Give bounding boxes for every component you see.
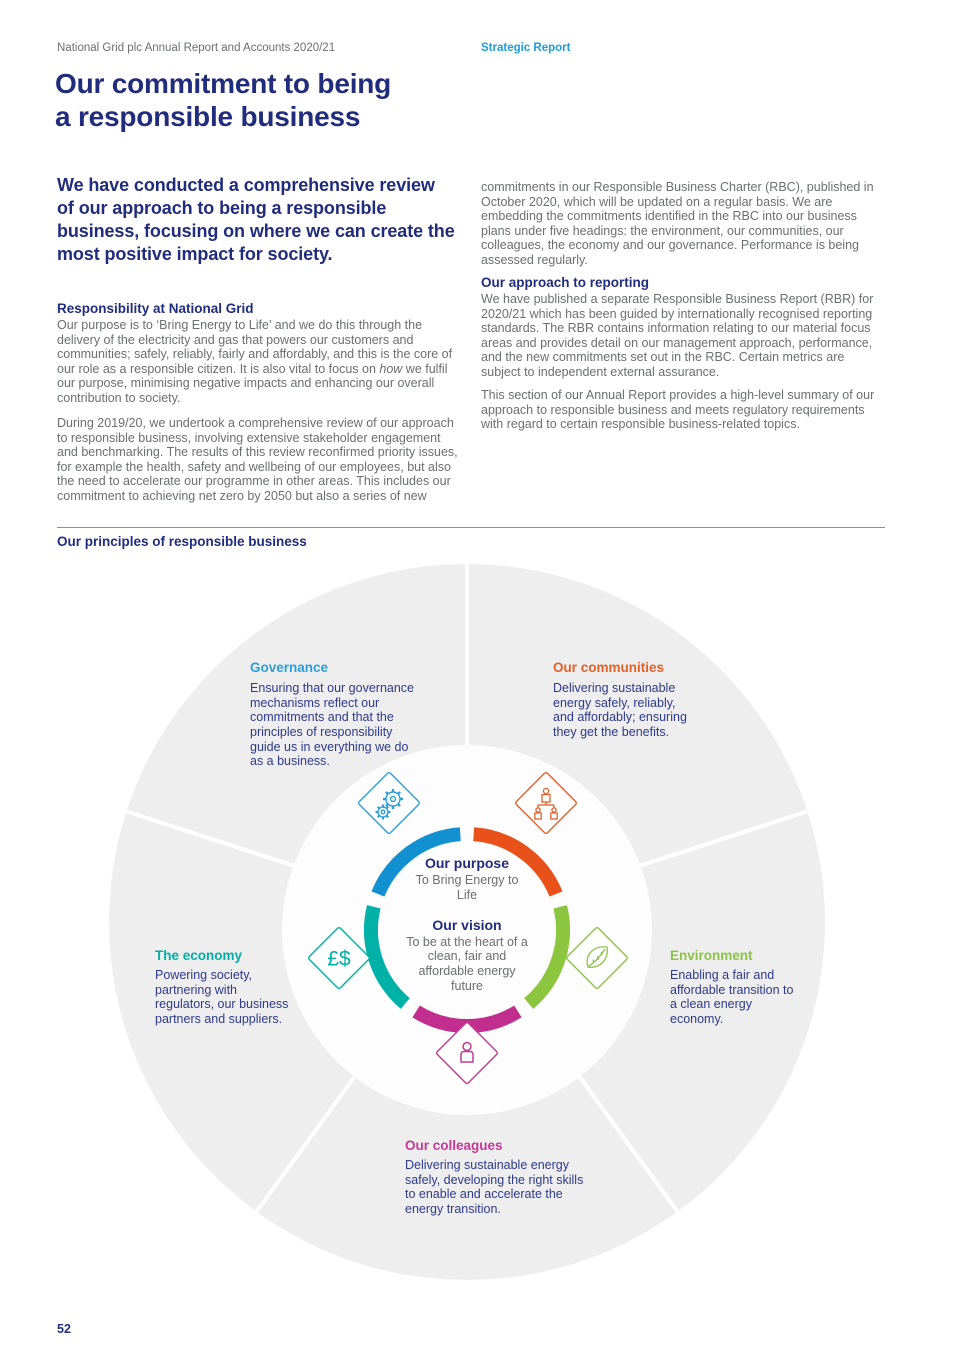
reporting-paragraph-1: We have published a separate Responsible Business Report (RBR) for 2020/21 which has been guided by internationally recognised reporting standards. The RBR contains information relating to our material focus areas and provides detail on our management approach, performance, and the new commitments set out in the RBC. Certain metrics are subject to independent external assurance.: [481, 292, 874, 379]
section-label: Strategic Report: [481, 42, 571, 54]
intro-statement: We have conducted a comprehensive review of our approach to being a responsible business, focusing on where we can create the most positive impact for society.: [57, 175, 455, 264]
para1-italic: how: [379, 361, 403, 376]
segment-label-communities: Our communities: [553, 660, 665, 675]
purpose-label: Our purpose: [424, 855, 509, 871]
para1-post: we fulfil our purpose, minimising negative impacts and enhancing our overall contribution to society.: [57, 361, 448, 405]
segment-label-colleagues: Our colleagues: [405, 1138, 503, 1153]
page-number: 52: [57, 1322, 71, 1336]
purpose-text: To Bring Energy to Life: [415, 873, 519, 902]
ring-center-text: [387, 855, 547, 994]
segment-text-colleagues: Delivering sustainable energy safely, developing the right skills to enable and accelerate the energy transition.: [405, 1158, 584, 1216]
segment-label-governance: Governance: [250, 660, 329, 675]
reporting-paragraph-2: This section of our Annual Report provides a high-level summary of our approach to responsible business and meets regulatory requirements with regard to certain responsible business-related topics.: [481, 388, 875, 431]
currency-icon-text: £$: [327, 947, 351, 971]
report-title: National Grid plc Annual Report and Accounts 2020/21: [57, 42, 336, 54]
segment-text-economy: Powering society, partnering with regulators, our business partners and suppliers.: [155, 968, 289, 1026]
vision-text: To be at the heart of a clean, fair and affordable energy future: [406, 934, 528, 993]
page-title: [55, 68, 391, 134]
vision-label: Our vision: [432, 916, 502, 933]
segment-label-economy: The economy: [155, 948, 243, 963]
page-title-line1: Our commitment to being: [55, 68, 392, 99]
segment-text-governance: Ensuring that our governance mechanisms reflect our commitments and that the principles of responsibility guide us in everything we do as a business.: [250, 681, 414, 769]
principles-diagram: [0, 560, 965, 1290]
section-divider: [57, 527, 885, 528]
responsibility-heading: Responsibility at National Grid: [57, 301, 254, 316]
responsibility-paragraph-1: [57, 318, 461, 405]
page-title-line2: a responsible business: [55, 100, 361, 132]
segment-text-environment: Enabling a fair and affordable transition to a clean energy economy.: [670, 968, 794, 1026]
segment-label-environment: Environment: [670, 948, 753, 963]
responsibility-paragraph-2: During 2019/20, we undertook a comprehensive review of our approach to responsible business, involving extensive stakeholder engagement and benchmarking. The results of this review reconfirmed priority issues, for example the health, safety and wellbeing of our employees, but also the need to accelerate our programme in other areas. This includes our commitment to achieving net zero by 2050 but also a series of new: [57, 416, 458, 503]
segment-text-communities: Delivering sustainable energy safely, reliably, and affordably; ensuring they get the benefits.: [553, 681, 687, 739]
reporting-heading: Our approach to reporting: [481, 275, 650, 290]
rbc-paragraph: commitments in our Responsible Business Charter (RBC), published in October 2020, which will be updated on a regular basis. We are embedding the commitments identified in the RBC into our business plans under five headings: the environment, our communities, our colleagues, the economy and our governance. Performance is being assessed regularly.: [481, 180, 874, 267]
para1-pre: Our purpose is to ‘Bring Energy to Life’ and we do this through the delivery of the electricity and gas that powers our customers and communities; safely, reliably, fairly and affordably, and this is the core of our role as a responsible citizen. It is also vital to focus on: [57, 318, 453, 376]
principles-section-title: Our principles of responsible business: [57, 534, 307, 549]
